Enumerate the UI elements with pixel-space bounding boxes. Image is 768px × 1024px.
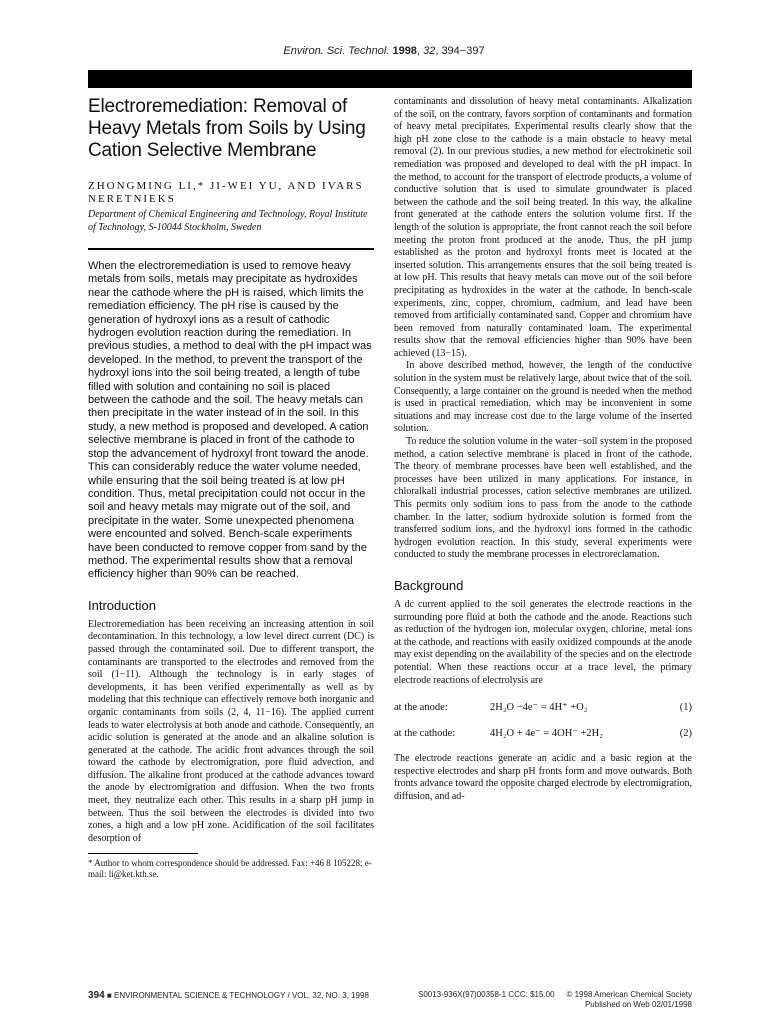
paragraph-membrane-method: To reduce the solution volume in the water−soil system in the proposed method, a cation selective membrane is placed in front of the cathode. The theory of membrane processes have been well established, and the processes have been utilized in many applications. For instance, in chloralkali industrial processes, cation selective membranes are utilized. This permits only sodium ions to pass from the anode to the cathode chamber. In the latter, sodium hydroxide solution is formed from the transferred sodium ions, and the hydroxyl ions formed in the cathodic hydrogen evolution reaction. In this study, several experiments were conducted to study the membrane processes in electroreclamation. [394,436,692,561]
left-column [88,96,374,880]
background-text-continued: The electrode reactions generate an acidic and a basic region at the respective electrodes and sharp pH fronts form and move outwards. Both fronts advance toward the opposite charged electrode by electromigration, diffusion, and ad- [394,753,692,802]
footer-doi: S0013-936X(97)00358-1 CCC: $15.00 [418,990,555,999]
footer-separator-icon: ■ [106,991,112,1000]
background-heading: Background [394,577,464,593]
equation-cathode [394,727,692,739]
equation-anode-label: at the anode: [394,702,448,714]
introduction-heading: Introduction [88,597,156,613]
abstract-text: When the electroremediation is used to remove heavy metals from soils, metals may precipitate as hydroxides near the cathode where the pH is raised, which limits the remediation efficiency. The pH rise is caused by the generation of hydroxyl ions as a result of cathodic hydrogen evolution reaction during the remediation. In previous studies, a method to deal with the pH impact was developed. In the method, to prevent the transport of the hydroxyl ions into the soil being treated, a length of tube filled with solution and containing no soil is placed between the cathode and the soil. The heavy metals can then precipitate in the water instead of in the soil. In this study, a new method is proposed and developed. A cation selective membrane is placed in front of the cathode to stop the advancement of hydroxyl front toward the anode. This can considerably reduce the water volume needed, while ensuring that the soil being treated is at low pH condition. Thus, metal precipitation could not occur in the soil and heavy metals may migrate out of the soil, and precipitate in the water. Some unexpected phenomena were encounted and solved. Bench-scale experiments have been conducted to remove copper from sand by the method. The experimental results show that a removal efficiency higher than 90% can be reached. [88,260,372,581]
journal-volume: 32 [423,45,436,57]
journal-reference: Environ. Sci. Technol. 1998, 32, 394−397 [283,45,485,57]
equation-cathode-number: (2) [679,728,692,740]
footnote-divider [88,853,198,854]
equation-anode [394,701,692,713]
article-title: Electroremediation: Removal of Heavy Metals from Soils by Using Cation Selective Membrane [88,96,366,161]
introduction-text: Electroremediation has been receiving an increasing attention in soil decontamination. In this technology, a low level direct current (DC) is passed through the contaminated soil. Due to different transport, the contaminants are transported to the electrodes and removed from the soil (1−11). Although the technology is in early stages of developments, it has been verified experimentally as well as by modeling that this technique can effectively remove both inorganic and organic contaminants from soils (2, 4, 11−16). The applied current leads to water electrolysis at both anode and cathode. Consequently, an acidic solution is generated at the anode and an alkaline solution is generated at the cathode. The acidic front advances through the soil toward the cathode by electromigration, pore fluid advection, and diffusion. The alkaline front produced at the cathode advances toward the anode by electromigration and diffusion. When the two fronts meet, they neutralize each other. This results in a sharp pH jump in between. Thus the soil between the electrodes is divided into two zones, a high and a low pH zone. Acidification of the soil facilitates desorption of [88,618,374,844]
footer-copyright: © 1998 American Chemical Society [566,990,692,999]
footer-journal-line: ENVIRONMENTAL SCIENCE & TECHNOLOGY / VOL. 32, NO. 3, 1998 [114,991,369,1000]
journal-name: Environ. Sci. Technol. [283,45,390,57]
article-authors: ZHONGMING LI,* JI-WEI YU, AND IVARS NERETNIEKS [88,180,364,205]
equation-cathode-formula: 4H₂O + 4e⁻ = 4OH⁻ +2H₂ [490,728,603,740]
equation-cathode-label: at the cathode: [394,728,456,740]
journal-pages: 394−397 [441,45,485,57]
paragraph-method-limitation: In above described method, however, the length of the conductive solution in the system must be relatively large, about twice that of the soil. Consequently, a large container on the ground is needed when the method is used in practical remediation, which may be inconvenient in some situations and may increase cost due to the large volume of the inserted solution. [394,360,692,435]
footer-published: Published on Web 02/01/1998 [584,1000,692,1009]
equation-anode-formula: 2H₂O −4e⁻ = 4H⁺ +O₂ [490,702,588,714]
equation-anode-number: (1) [679,702,692,714]
correspondence-footnote: * Author to whom correspondence should be addressed. Fax: +46 8 105228; e-mail: li@ket.kth.se. [88,858,372,880]
journal-year: 1998 [392,45,417,57]
footer-right [566,990,692,1010]
article-affiliation: Department of Chemical Engineering and Technology, Royal Institute of Technology, S-10044 Stockholm, Sweden [88,209,368,233]
page-number: 394 [88,990,105,1001]
background-text: A dc current applied to the soil generates the electrode reactions in the surrounding pore fluid at both the cathode and the anode. Reactions such as reduction of the hydrogen ion, molecular oxygen, chlorine, metal ions at the cathode, and reactions with easily oxidized compounds at the anode may exist depending on the availability of the species and on the electrode potential. When these reactions occur at a trace level, the primary electrode reactions of electrolysis are [394,598,692,686]
footer-left [88,990,369,1001]
right-column [394,96,692,804]
header-bar [88,70,692,88]
abstract-divider [88,248,374,250]
paragraph-continuation: contaminants and dissolution of heavy metal contaminants. Alkalization of the soil, on the contrary, favors sorption of contaminants and formation of heavy metal precipitates. Experimental results clearly show that the high pH zone close to the cathode is a main obstacle to heavy metal removal (2). In our previous studies, a new method for electrokinetic soil remediation was proposed and developed to deal with the pH impact. In the method, to account for the transport of electrode products, a volume of conductive solution that is used to simulate groundwater is placed between the cathode and the soil being treated. In this way, the alkaline front generated at the cathode enters the solution volume first. If the length of the solution is appropriate, the front cannot reach the soil before meeting the proton front produced at the anode. Thus, the pH jump established as the proton and hydroxyl fronts meet is located at the inserted solution. This arrangements ensures that the soil being treated is at low pH. This results that heavy metals can move out of the soil before precipitating as hydroxides in the water at the cathode. In bench-scale experiments, zinc, copper, chromium, cadmium, and lead have been removed from artificially contaminated sand. Copper and chromium have been removed from naturally contaminated loam. The experimental results show that the removal efficiencies higher than 90% have been achieved (13−15). [394,96,692,359]
